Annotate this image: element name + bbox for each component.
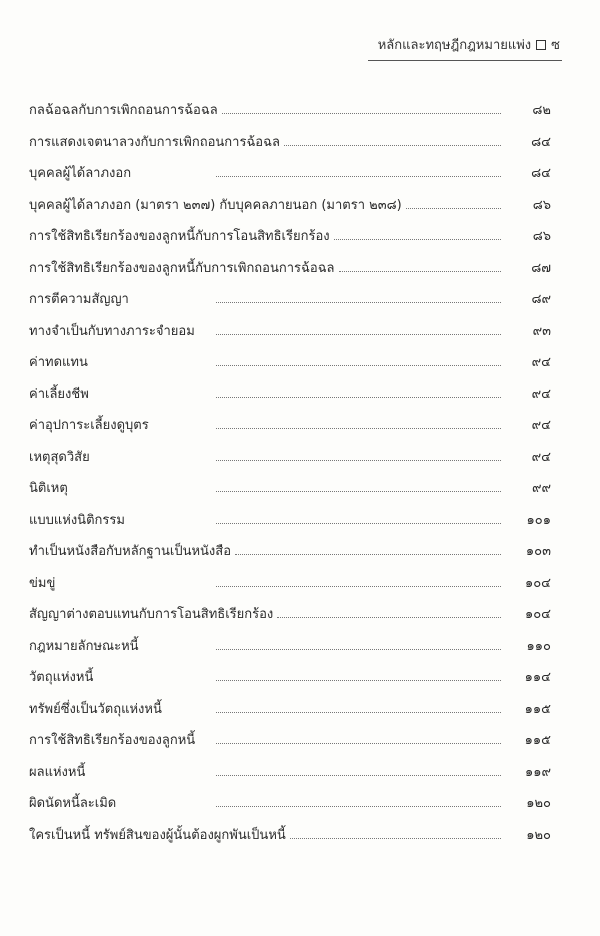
dot-leader	[216, 680, 501, 681]
dot-leader	[216, 176, 501, 177]
toc-entry-page: ๘๙	[531, 292, 551, 307]
toc-entry	[29, 662, 551, 694]
dot-leader	[216, 586, 501, 587]
toc-entry-page: ๑๑๕	[524, 733, 551, 748]
header-page-label: ซ	[551, 38, 560, 53]
toc-entry-page: ๑๑๕	[524, 701, 551, 717]
toc-entry-title: เหตุสุดวิสัย	[29, 449, 90, 465]
toc-entry	[29, 536, 551, 568]
toc-entry-page: ๑๐๓	[525, 544, 551, 559]
toc-entry	[29, 410, 551, 442]
toc-entry	[29, 505, 551, 537]
toc-entry	[29, 820, 551, 852]
toc-entry-title: นิติเหตุ	[29, 481, 68, 496]
dot-leader	[216, 334, 501, 335]
toc-entry	[29, 788, 551, 820]
dot-leader	[216, 775, 501, 776]
toc-entry-title: กลฉ้อฉลกับการเพิกถอนการฉ้อฉล	[29, 103, 218, 118]
toc-entry-page: ๙๙	[531, 481, 551, 496]
toc-entry-page: ๑๑๔	[524, 670, 551, 685]
dot-leader	[277, 617, 501, 618]
toc-entry	[29, 158, 551, 190]
table-of-contents	[29, 95, 551, 851]
toc-entry-page: ๘๒	[532, 103, 551, 118]
dot-leader	[216, 460, 501, 461]
toc-entry-page: ๘๗	[531, 260, 551, 276]
toc-entry	[29, 473, 551, 505]
toc-entry-page: ๑๒๐	[526, 827, 551, 843]
toc-entry-title: สัญญาต่างตอบแทนกับการโอนสิทธิเรียกร้อง	[29, 607, 274, 622]
toc-entry-page: ๑๒๐	[526, 796, 551, 811]
toc-entry	[29, 379, 551, 411]
toc-entry-page: ๘๔	[531, 166, 551, 181]
toc-entry-page: ๙๔	[531, 386, 551, 402]
toc-entry-title: ทำเป็นหนังสือกับหลักฐานเป็นหนังสือ	[29, 544, 232, 559]
dot-leader	[216, 397, 501, 398]
toc-entry	[29, 127, 551, 159]
toc-entry-title: ผิดนัดหนี้ละเมิด	[29, 796, 117, 811]
toc-entry-title: กฎหมายลักษณะหนี้	[29, 638, 139, 654]
dot-leader	[334, 239, 501, 240]
toc-entry-title: ใครเป็นหนี้ ทรัพย์สินของผู้นั้นต้องผูกพันเป็นหนี้	[29, 827, 286, 843]
toc-entry-title: ผลแห่งหนี้	[29, 764, 86, 780]
dot-leader	[216, 302, 501, 303]
toc-entry-page: ๙๓	[532, 323, 551, 339]
toc-entry	[29, 568, 551, 600]
toc-entry	[29, 442, 551, 474]
toc-entry	[29, 253, 551, 285]
toc-entry-title: ค่าอุปการะเลี้ยงดูบุตร	[29, 418, 149, 433]
dot-leader	[222, 113, 501, 114]
toc-entry	[29, 757, 551, 789]
dot-leader	[406, 208, 501, 209]
dot-leader	[216, 428, 501, 429]
toc-entry-title: ค่าเลี้ยงชีพ	[29, 386, 89, 402]
toc-entry	[29, 694, 551, 726]
dot-leader	[284, 145, 501, 146]
toc-entry	[29, 725, 551, 757]
toc-entry	[29, 284, 551, 316]
toc-entry	[29, 95, 551, 127]
toc-entry-page: ๘๖	[532, 197, 551, 213]
dot-leader	[216, 806, 501, 807]
dot-leader	[339, 271, 501, 272]
toc-entry-title: แบบแห่งนิติกรรม	[29, 512, 125, 528]
toc-entry-page: ๙๔	[531, 418, 551, 433]
toc-entry	[29, 599, 551, 631]
toc-entry-page: ๑๐๔	[524, 607, 551, 622]
dot-leader	[216, 649, 501, 650]
running-header	[378, 34, 560, 55]
toc-entry-title: การตีความสัญญา	[29, 292, 129, 307]
toc-entry-page: ๙๔	[531, 355, 551, 370]
toc-entry-page: ๑๐๔	[524, 575, 551, 591]
toc-entry	[29, 631, 551, 663]
square-bullet-icon	[536, 40, 546, 50]
toc-entry-page: ๑๐๑	[526, 512, 551, 528]
toc-entry	[29, 347, 551, 379]
toc-entry	[29, 190, 551, 222]
dot-leader	[216, 491, 501, 492]
toc-entry-page: ๑๑๙	[524, 764, 551, 780]
dot-leader	[216, 712, 501, 713]
toc-entry-title: ทรัพย์ซึ่งเป็นวัตถุแห่งหนี้	[29, 701, 162, 717]
dot-leader	[216, 365, 501, 366]
toc-entry	[29, 221, 551, 253]
toc-entry-page: ๙๔	[531, 449, 551, 465]
toc-entry-title: การใช้สิทธิเรียกร้องของลูกหนี้กับการเพิกถอนการฉ้อฉล	[29, 260, 335, 276]
toc-entry	[29, 316, 551, 348]
toc-entry-title: บุคคลผู้ได้ลาภงอก	[29, 166, 132, 181]
dot-leader	[216, 523, 501, 524]
toc-entry-title: ข่มขู่	[29, 575, 56, 591]
toc-entry-title: ทางจำเป็นกับทางภาระจำยอม	[29, 323, 195, 339]
toc-entry-title: การแสดงเจตนาลวงกับการเพิกถอนการฉ้อฉล	[29, 134, 280, 150]
toc-entry-title: ค่าทดแทน	[29, 355, 88, 370]
toc-entry-title: บุคคลผู้ได้ลาภงอก (มาตรา ๒๓๗) กับบุคคลภายนอก (มาตรา ๒๓๘)	[29, 197, 402, 213]
dot-leader	[235, 554, 501, 555]
toc-entry-page: ๘๔	[531, 134, 551, 150]
toc-entry-page: ๑๑๐	[526, 638, 551, 654]
dot-leader	[216, 743, 501, 744]
dot-leader	[290, 838, 501, 839]
header-rule	[368, 60, 562, 61]
toc-entry-title: การใช้สิทธิเรียกร้องของลูกหนี้กับการโอนสิทธิเรียกร้อง	[29, 229, 330, 244]
toc-entry-title: วัตถุแห่งหนี้	[29, 670, 94, 685]
toc-entry-page: ๘๖	[532, 229, 551, 244]
header-title: หลักและทฤษฎีกฎหมายแพ่ง	[377, 38, 532, 53]
toc-entry-title: การใช้สิทธิเรียกร้องของลูกหนี้	[29, 733, 196, 748]
